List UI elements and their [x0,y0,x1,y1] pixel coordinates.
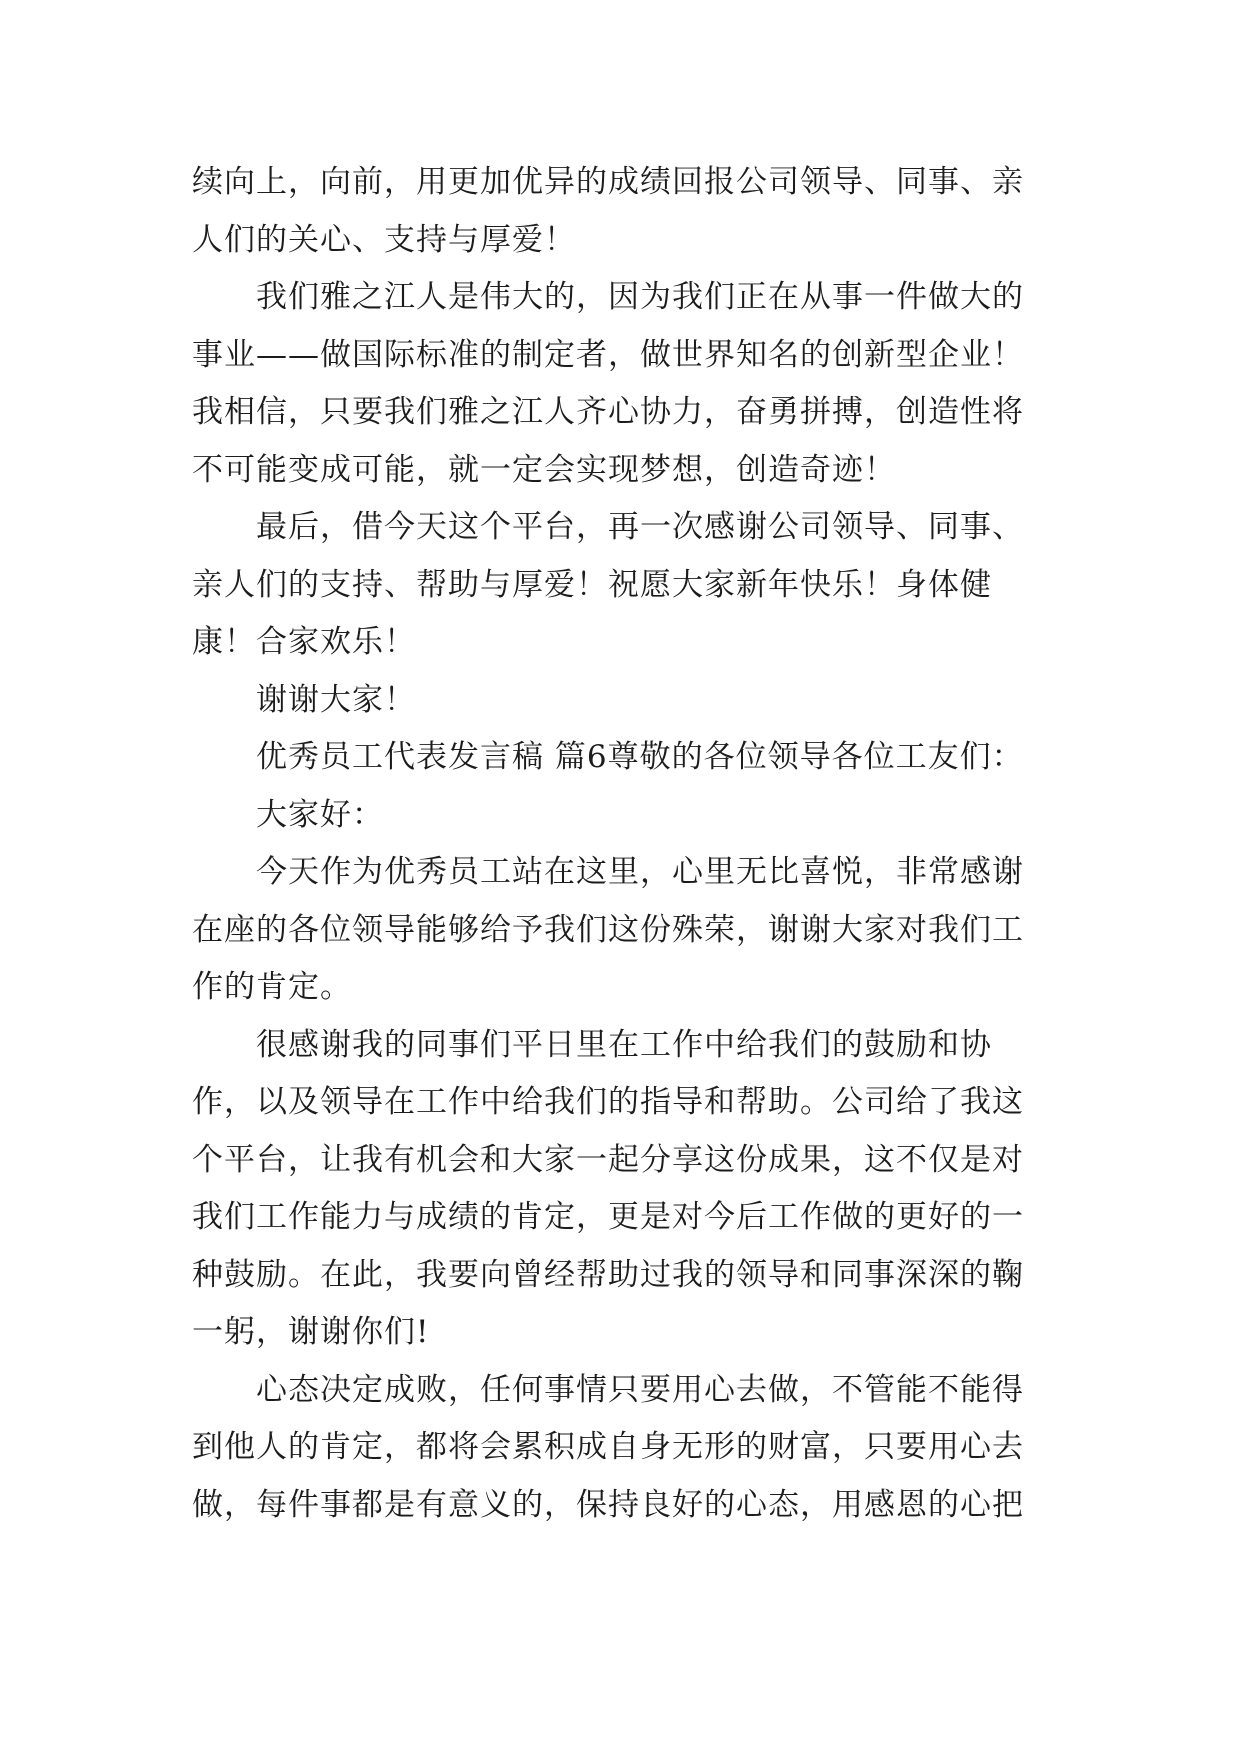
text-line: 做，每件事都是有意义的，保持良好的心态，用感恩的心把 [192,1486,1024,1523]
text-line: 康！合家欢乐！ [192,624,416,660]
text-line: 事业——做国际标准的制定者，做世界知名的创新型企业！ [192,336,1024,373]
text-line: 我们雅之江人是伟大的，因为我们正在从事一件做大的 [256,279,1024,315]
text-line: 个平台，让我有机会和大家一起分享这份成果，这不仅是对 [192,1141,1024,1178]
text-line: 优秀员工代表发言稿 篇6尊敬的各位领导各位工友们： [256,739,1024,775]
text-line: 到他人的肯定，都将会累积成自身无形的财富，只要用心去 [192,1429,1024,1465]
text-line: 心态决定成败，任何事情只要用心去做，不管能不能得 [256,1371,1024,1408]
text-line: 不可能变成可能，就一定会实现梦想，创造奇迹！ [192,451,896,488]
text-line: 很感谢我的同事们平日里在工作中给我们的鼓励和协 [256,1026,992,1063]
text-line: 我们工作能力与成绩的肯定，更是对今后工作做的更好的一 [192,1199,1024,1235]
text-line: 大家好： [256,796,384,833]
text-line: 人们的关心、支持与厚爱！ [192,221,576,258]
text-line: 亲人们的支持、帮助与厚爱！祝愿大家新年快乐！身体健 [192,566,992,603]
text-line: 作的肯定。 [192,969,352,1005]
document-body [192,154,1072,1534]
text-line: 作，以及领导在工作中给我们的指导和帮助。公司给了我这 [192,1084,1024,1120]
text-line: 最后，借今天这个平台，再一次感谢公司领导、同事、 [256,509,1024,545]
text-line: 种鼓励。在此，我要向曾经帮助过我的领导和同事深深的鞠 [192,1256,1024,1293]
text-line: 在座的各位领导能够给予我们这份殊荣，谢谢大家对我们工 [192,911,1024,948]
text-line: 今天作为优秀员工站在这里，心里无比喜悦，非常感谢 [256,854,1024,890]
text-line: 续向上，向前，用更加优异的成绩回报公司领导、同事、亲 [192,164,1024,200]
text-line: 一躬，谢谢你们! [192,1314,430,1350]
text-line: 谢谢大家！ [256,681,416,718]
text-line: 我相信，只要我们雅之江人齐心协力，奋勇拼搏，创造性将 [192,394,1024,430]
